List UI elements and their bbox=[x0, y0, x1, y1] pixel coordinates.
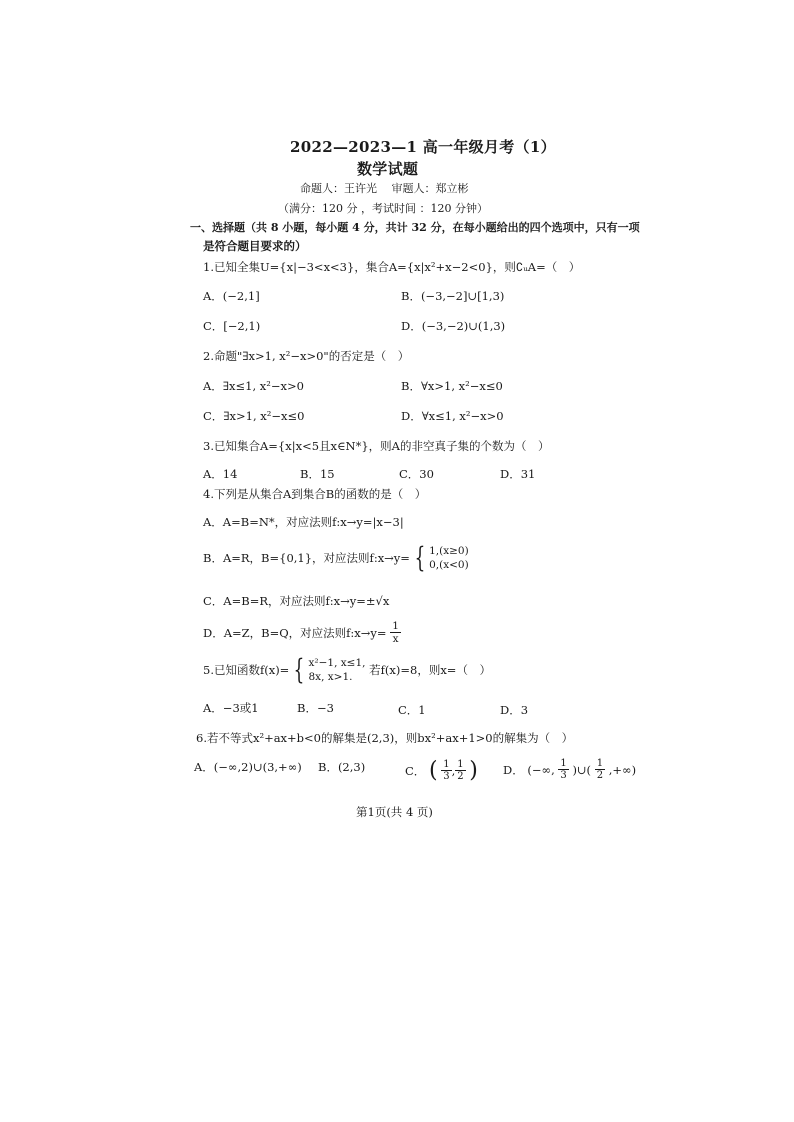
fraction-denominator: 3 bbox=[443, 771, 450, 782]
fraction bbox=[558, 758, 568, 781]
fraction-numerator: 1 bbox=[560, 758, 567, 769]
fraction bbox=[455, 759, 465, 782]
section-heading: 一、选择题（共 8 小题，每小题 4 分，共计 32 分，在每小题给出的四个选项中，只有一项 bbox=[190, 221, 640, 234]
q1-option-d: D．(−3,−2)∪(1,3) bbox=[401, 319, 506, 333]
fraction-denominator: 2 bbox=[457, 771, 464, 782]
interval-right: ,+∞) bbox=[608, 762, 637, 777]
q5-option-c: C．1 bbox=[398, 703, 426, 717]
piecewise-case-1: 1,(x≥0) bbox=[429, 545, 469, 557]
fraction bbox=[441, 759, 451, 782]
q2-option-c: C．∃x>1, x²−x≤0 bbox=[203, 409, 305, 423]
paren-close: ) bbox=[469, 758, 478, 783]
question-3: 3.已知集合A={x|x<5且x∈N*}，则A的非空真子集的个数为（ ） bbox=[203, 439, 550, 453]
section-heading-cont: 是符合题目要求的） bbox=[203, 239, 307, 253]
comma: , bbox=[451, 763, 456, 778]
q5-stem-suffix: 若f(x)=8，则x=（ ） bbox=[369, 663, 491, 677]
fraction-numerator: 1 bbox=[392, 620, 399, 632]
q2-option-a: A．∃x≤1, x²−x>0 bbox=[203, 379, 304, 393]
q6-option-c bbox=[405, 758, 478, 783]
q4-option-b-text: B．A=R，B={0,1}，对应法则f:x→y= bbox=[203, 551, 410, 565]
q6-option-a: A．(−∞,2)∪(3,+∞) bbox=[194, 760, 302, 774]
interval-union: )∪( bbox=[572, 762, 592, 777]
q1-option-a: A．(−2,1] bbox=[203, 289, 260, 303]
piecewise-case-2: 8x, x>1. bbox=[308, 671, 353, 683]
piecewise-case-2: 0,(x<0) bbox=[429, 559, 469, 571]
q5-stem-prefix: 5.已知函数f(x)= bbox=[203, 663, 290, 677]
q4-option-b bbox=[203, 541, 469, 580]
question-6: 6.若不等式x²+ax+b<0的解集是(2,3)，则bx²+ax+1>0的解集为（ ） bbox=[196, 731, 574, 745]
question-1: 1.已知全集U={x|−3<x<3}，集合A={x|x²+x−2<0}，则∁ᵤA=（ ） bbox=[203, 260, 581, 274]
q6-option-b: B．(2,3) bbox=[318, 760, 366, 774]
q2-option-b: B．∀x>1, x²−x≤0 bbox=[401, 379, 503, 393]
fraction-denominator: 3 bbox=[560, 770, 567, 781]
question-5 bbox=[203, 653, 491, 692]
q3-option-b: B．15 bbox=[300, 467, 335, 481]
interval-left: (−∞, bbox=[527, 762, 555, 777]
q6-option-c-label: C． bbox=[405, 763, 426, 778]
q5-option-a: A．−3或1 bbox=[203, 701, 259, 715]
piecewise-brace: { bbox=[414, 541, 425, 574]
q5-option-d: D．3 bbox=[500, 703, 529, 717]
q4-option-d bbox=[203, 620, 401, 645]
q3-option-c: C．30 bbox=[399, 467, 434, 481]
question-4: 4.下列是从集合A到集合B的函数的是（ ） bbox=[203, 487, 427, 501]
q1-option-b: B．(−3,−2]∪[1,3) bbox=[401, 289, 505, 303]
fraction-numerator: 1 bbox=[443, 759, 450, 770]
fraction-numerator: 1 bbox=[596, 758, 604, 769]
piecewise-case-1: x²−1, x≤1, bbox=[308, 657, 366, 669]
piecewise-cases bbox=[429, 544, 469, 572]
fraction bbox=[390, 620, 401, 645]
q4-option-a: A．A=B=N*，对应法则f:x→y=|x−3| bbox=[203, 515, 404, 529]
q6-option-d bbox=[503, 758, 636, 781]
q5-option-b: B．−3 bbox=[297, 701, 334, 715]
fraction-denominator: 2 bbox=[596, 770, 604, 781]
q3-option-a: A．14 bbox=[203, 467, 238, 481]
q2-option-d: D．∀x≤1, x²−x>0 bbox=[401, 409, 504, 423]
fraction-denominator: x bbox=[392, 633, 399, 645]
fraction-numerator: 1 bbox=[457, 759, 464, 770]
exam-subject: 数学试题 bbox=[357, 160, 419, 178]
piecewise-cases bbox=[308, 656, 365, 684]
q1-option-c: C．[−2,1) bbox=[203, 319, 261, 333]
fraction bbox=[595, 758, 605, 781]
page-number: 第1页(共 4 页) bbox=[356, 805, 433, 819]
q4-option-c: C．A=B=R，对应法则f:x→y=±√x bbox=[203, 594, 390, 608]
exam-title: 2022—2023—1 高一年级月考（1） bbox=[290, 138, 556, 156]
exam-authors: 命题人：王许光 审题人：郑立彬 bbox=[300, 182, 469, 195]
q4-option-d-text: D．A=Z，B=Q，对应法则f:x→y= bbox=[203, 625, 387, 640]
paren-open: ( bbox=[428, 758, 438, 783]
question-2: 2.命题"∃x>1, x²−x>0"的否定是（ ） bbox=[203, 349, 410, 363]
q3-option-d: D．31 bbox=[500, 467, 536, 481]
exam-info: （满分：120 分 ，考试时间 ：120 分钟） bbox=[278, 202, 488, 215]
q6-option-d-label: D． bbox=[503, 762, 524, 777]
piecewise-brace: { bbox=[293, 653, 305, 686]
